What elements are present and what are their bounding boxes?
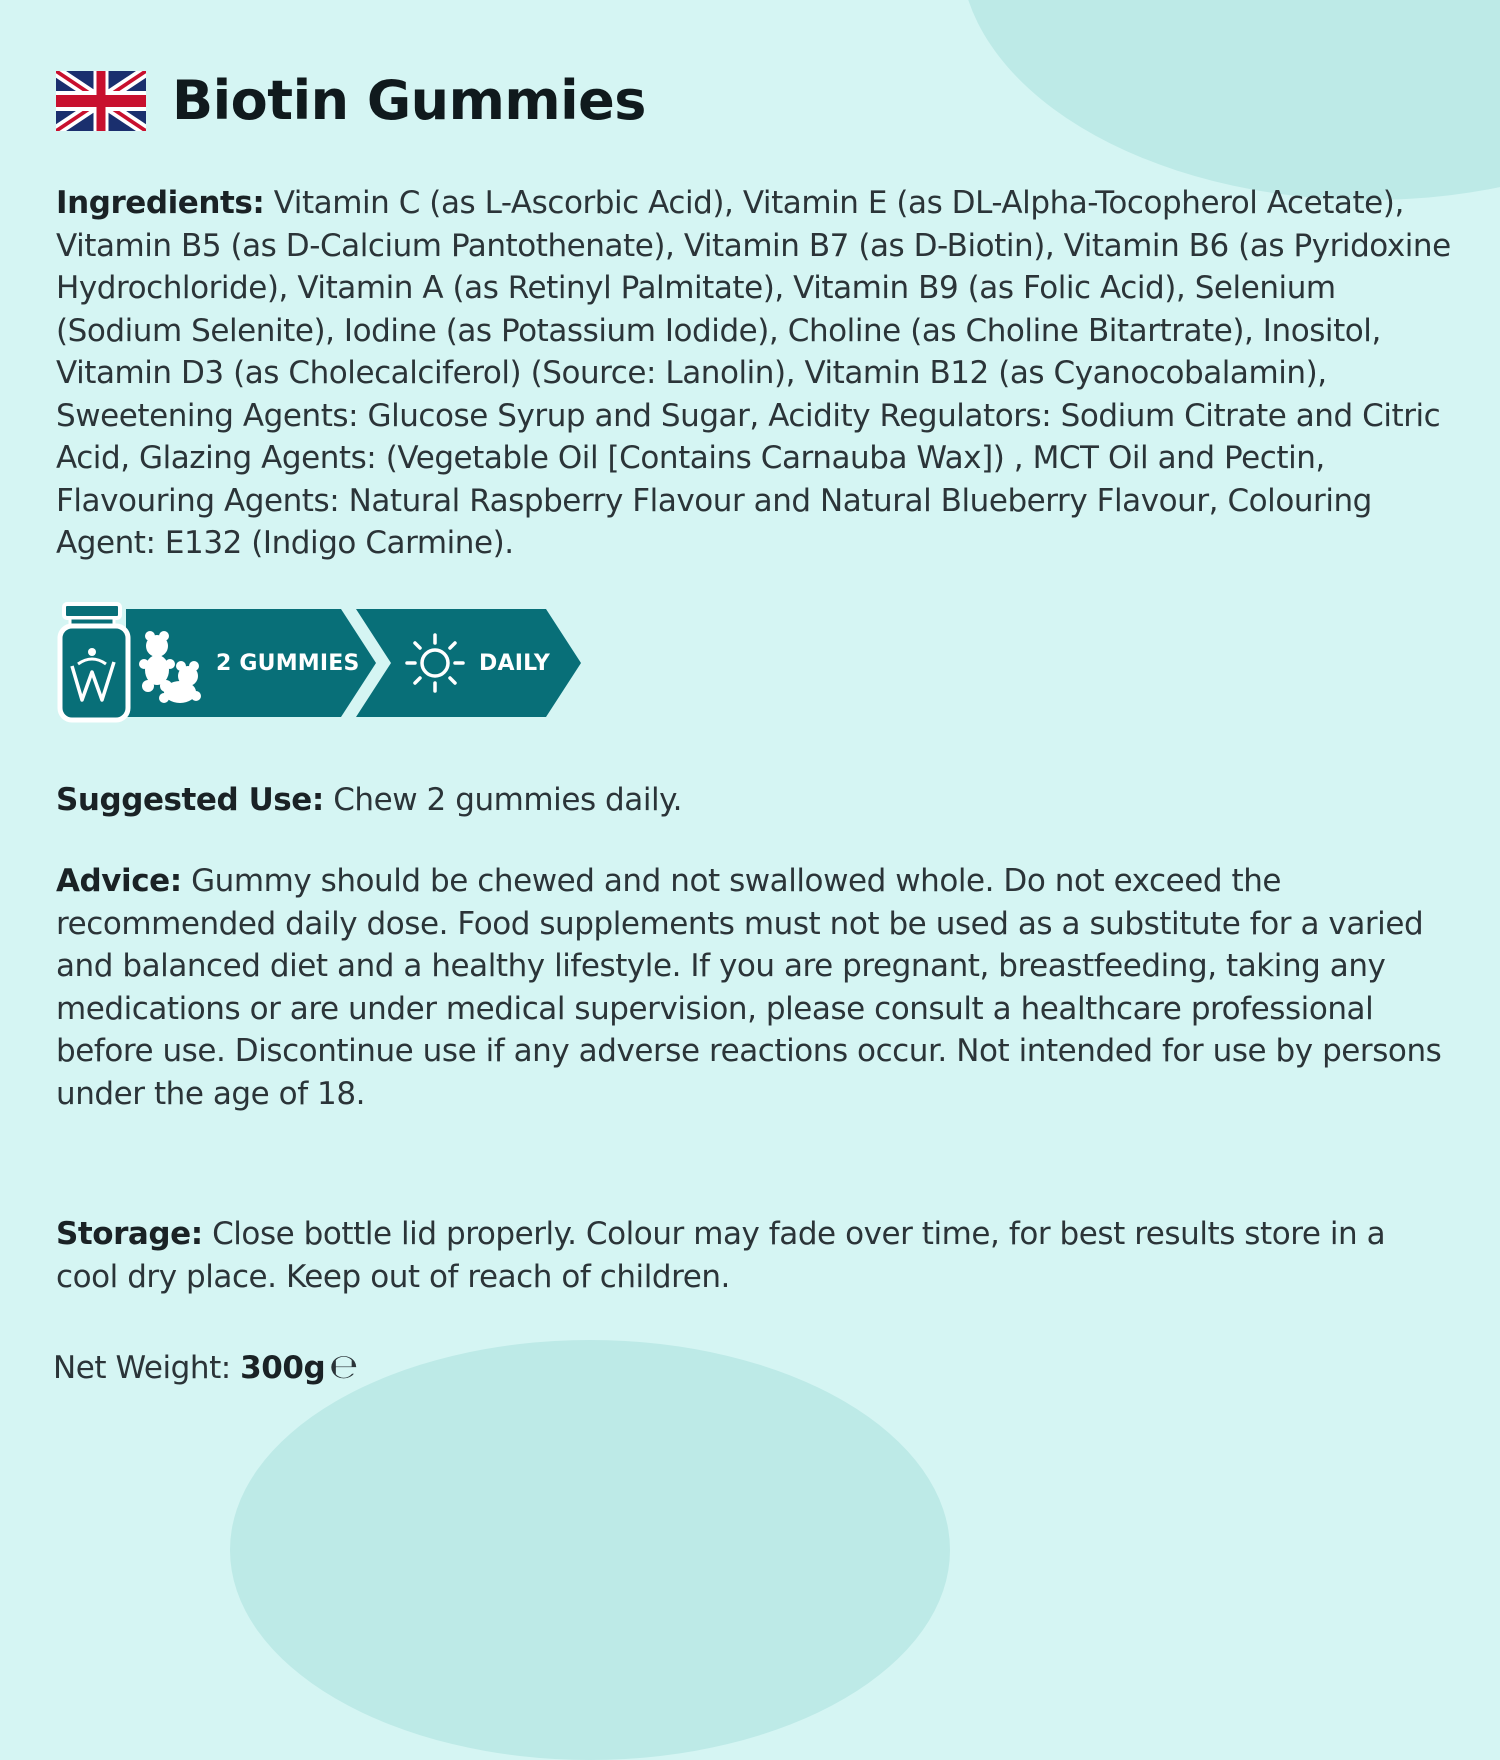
estimated-sign-icon: ℮	[329, 1347, 358, 1387]
net-weight-value: 300g	[240, 1350, 326, 1386]
ingredients-text: Vitamin C (as L-Ascorbic Acid), Vitamin E (as DL-Alpha-Tocopherol Acetate), Vitamin B5 (as D-Calcium Pantothenate), Vitamin B7 (as D-Biotin), Vitamin B6 (as Pyridoxine Hydrochloride), Vitamin A (as Retinyl Palmitate), Vitamin B9 (as Folic Acid), Selenium (Sodium Selenite), Iodine (as Potassium Iodide), Choline (as Choline Bitartrate), Inositol, Vitamin D3 (as Cholecalciferol) (Source: Lanolin), Vitamin B12 (as Cyanocobalamin), Sweetening Agents: Glucose Syrup and Sugar, Acidity Regulators: Sodium Citrate and Citric Acid, Glazing Agents: (Vegetable Oil [Contains Carnauba Wax]) , MCT Oil and Pectin, Flavouring Agents: Natural Raspberry Flavour and Natural Blueberry Flavour, Colouring Agent: E132 (Indigo Carmine).	[56, 185, 1451, 561]
suggested-use-text: Chew 2 gummies daily.	[333, 782, 683, 818]
storage-text: Close bottle lid properly. Colour may fade over time, for best results store in a cool dry place. Keep out of reach of children.	[56, 1216, 1386, 1295]
title-row	[56, 66, 646, 136]
storage-section	[56, 1213, 1456, 1298]
advice-section	[56, 860, 1456, 1115]
net-weight	[53, 1346, 1453, 1390]
storage-label: Storage:	[56, 1216, 203, 1252]
advice-text: Gummy should be chewed and not swallowed whole. Do not exceed the recommended daily dose. Food supplements must not be used as a substitute for a varied and balanced diet and a healthy lifestyle. If you are pregnant, breastfeeding, taking any medications or are under medical supervision, please consult a healthcare professional before use. Discontinue use if any adverse reactions occur. Not intended for use by persons under the age of 18.	[56, 863, 1442, 1112]
gummies-amount-label: 2 GUMMIES	[216, 651, 360, 676]
dosage-banner	[56, 600, 586, 725]
page-title: Biotin Gummies	[172, 69, 646, 132]
bottle-icon	[60, 604, 128, 720]
uk-flag-icon	[56, 71, 146, 131]
suggested-use-section	[56, 779, 1456, 822]
background-circle-bottom	[230, 1340, 950, 1760]
suggested-use-label: Suggested Use:	[56, 782, 324, 818]
ingredients-label: Ingredients:	[56, 185, 265, 221]
background-circle-top	[960, 0, 1500, 200]
net-weight-label: Net Weight:	[53, 1350, 231, 1386]
ingredients-section	[56, 182, 1456, 565]
advice-label: Advice:	[56, 863, 182, 899]
frequency-label: DAILY	[479, 651, 550, 676]
